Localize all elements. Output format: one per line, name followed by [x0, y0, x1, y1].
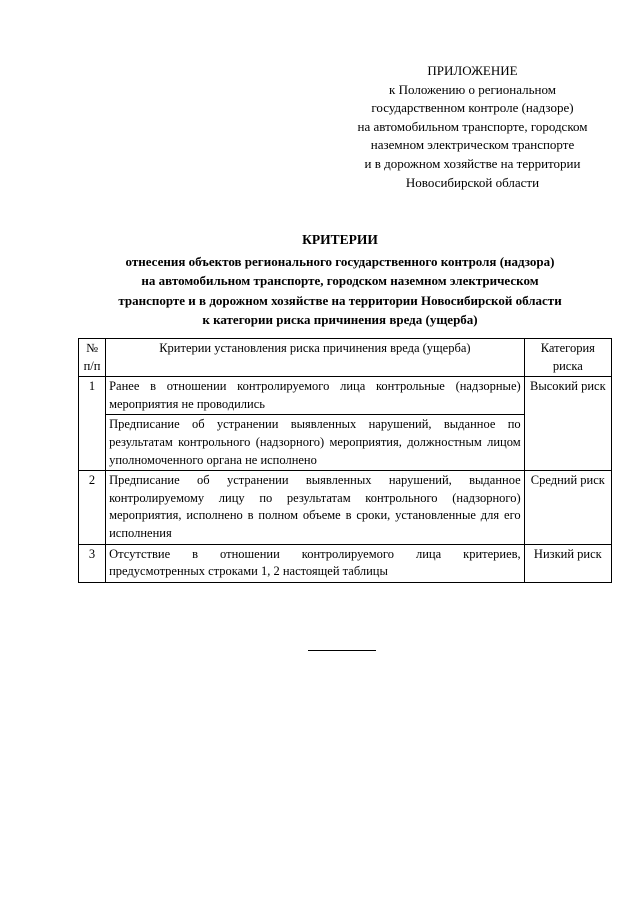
appendix-block: [330, 62, 615, 192]
row-criteria: Предписание об устранении выявленных нарушений, выданное по результатам контрольного (надзорного) мероприятия, должностным лицом уполномоченного органа не исполнено: [106, 415, 525, 471]
row-criteria: Отсутствие в отношении контролируемого лица критериев, предусмотренных строками 1, 2 настоящей таблицы: [106, 544, 525, 582]
table-row: [79, 377, 612, 415]
appendix-line: Новосибирской области: [405, 174, 540, 190]
risk-criteria-table: [78, 338, 612, 583]
header-num: № п/п: [79, 339, 106, 377]
table-row: [79, 471, 612, 544]
row-criteria: Предписание об устранении выявленных нарушений, выданное контролируемому лицу по результатам контрольного (надзорного) мероприятия, исполнено в полном объеме в сроки, установленные для его исполнения: [106, 471, 525, 544]
row-num: 3: [79, 544, 106, 582]
row-category: Низкий риск: [524, 544, 611, 582]
criteria-title-line: на автомобильном транспорте, городском наземном электрическом: [141, 273, 539, 288]
table-header-row: [79, 339, 612, 377]
criteria-title-block: [60, 230, 620, 330]
row-num: 1: [79, 377, 106, 471]
row-num: 2: [79, 471, 106, 544]
row-category: Высокий риск: [524, 377, 611, 471]
header-category: Категория риска: [524, 339, 611, 377]
criteria-title-line: транспорте и в дорожном хозяйстве на территории Новосибирской области: [118, 292, 562, 308]
table-row: [79, 544, 612, 582]
appendix-line: наземном электрическом транспорте: [370, 137, 575, 153]
footer-divider: [308, 650, 376, 651]
criteria-heading: КРИТЕРИИ: [302, 232, 378, 247]
row-criteria: Ранее в отношении контролируемого лица контрольные (надзорные) мероприятия не проводились: [106, 377, 525, 415]
appendix-title: ПРИЛОЖЕНИЕ: [427, 63, 518, 78]
appendix-line: государственном контроле (надзоре): [371, 100, 574, 116]
criteria-title-line: к категории риска причинения вреда (ущерба): [202, 312, 478, 327]
criteria-title-line: отнесения объектов регионального государственного контроля (надзора): [125, 253, 555, 269]
header-criteria: Критерии установления риска причинения вреда (ущерба): [106, 339, 525, 377]
appendix-line: и в дорожном хозяйстве на территории: [364, 155, 581, 171]
appendix-line: к Положению о региональном: [389, 81, 556, 97]
row-category: Средний риск: [524, 471, 611, 544]
appendix-line: на автомобильном транспорте, городском: [357, 118, 588, 134]
